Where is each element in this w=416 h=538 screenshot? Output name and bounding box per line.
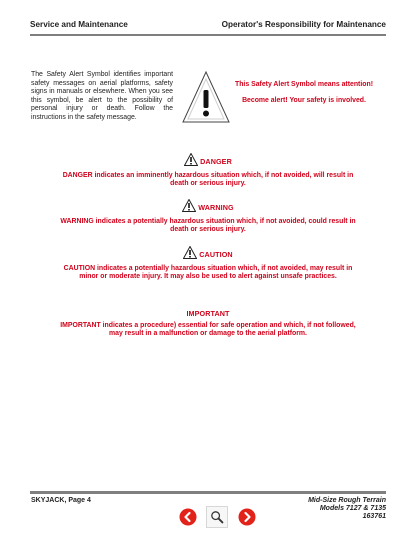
- safety-alert-triangle-icon: [181, 70, 231, 124]
- danger-label: DANGER: [200, 157, 232, 166]
- page-header: [30, 20, 386, 34]
- model-info: [308, 497, 386, 522]
- important-heading: [186, 304, 229, 318]
- caution-text: CAUTION indicates a potentially hazardous situation which, if not avoided, may result in minor or moderate injury. It may also be used to alert against unsafe practices.: [63, 265, 353, 281]
- next-page-button[interactable]: [238, 508, 256, 526]
- warning-label: WARNING: [198, 203, 234, 212]
- page-number: SKYJACK, Page 4: [31, 497, 91, 504]
- warning-triangle-icon: [184, 153, 198, 166]
- caution-label: CAUTION: [199, 250, 233, 259]
- warning-triangle-icon: [183, 246, 197, 259]
- danger-text: DANGER indicates an imminently hazardous situation which, if not avoided, will result in death or serious injury.: [62, 172, 354, 188]
- danger-heading: [184, 152, 232, 166]
- search-button[interactable]: [206, 506, 228, 528]
- important-label: IMPORTANT: [186, 309, 230, 318]
- become-alert-text: Become alert! Your safety is involved.: [242, 97, 366, 104]
- footer-divider: [30, 491, 386, 494]
- caution-block: [58, 245, 358, 282]
- warning-block: [58, 198, 358, 235]
- section-title: Service and Maintenance: [30, 20, 128, 29]
- model-line-2: Models 7127 & 7135: [319, 505, 386, 513]
- important-block: [58, 303, 358, 339]
- warning-triangle-icon: [182, 199, 196, 212]
- model-line-3: 163761: [362, 513, 386, 521]
- important-text: IMPORTANT indicates a procedure) essential for safe operation and which, if not followed, may result in a malfunction or damage to the aerial platform.: [60, 322, 356, 338]
- warning-text: WARNING indicates a potentially hazardous situation which, if not avoided, could result in death or serious injury.: [60, 218, 356, 234]
- header-divider: [30, 34, 386, 36]
- chapter-title: Operator's Responsibility for Maintenance: [221, 20, 386, 29]
- warning-heading: [182, 198, 233, 212]
- caution-heading: [183, 245, 232, 259]
- danger-block: [58, 152, 358, 189]
- intro-paragraph: The Safety Alert Symbol identifies important safety messages on aerial platforms, safety signs in manuals or elsewhere. When you see this symbol, be alert to the possibility of personal injury or death. Follow the instructions in the safety message.: [31, 71, 173, 121]
- model-line-1: Mid-Size Rough Terrain: [308, 497, 386, 504]
- attention-text: This Safety Alert Symbol means attention!: [235, 81, 373, 88]
- prev-page-button[interactable]: [179, 508, 197, 526]
